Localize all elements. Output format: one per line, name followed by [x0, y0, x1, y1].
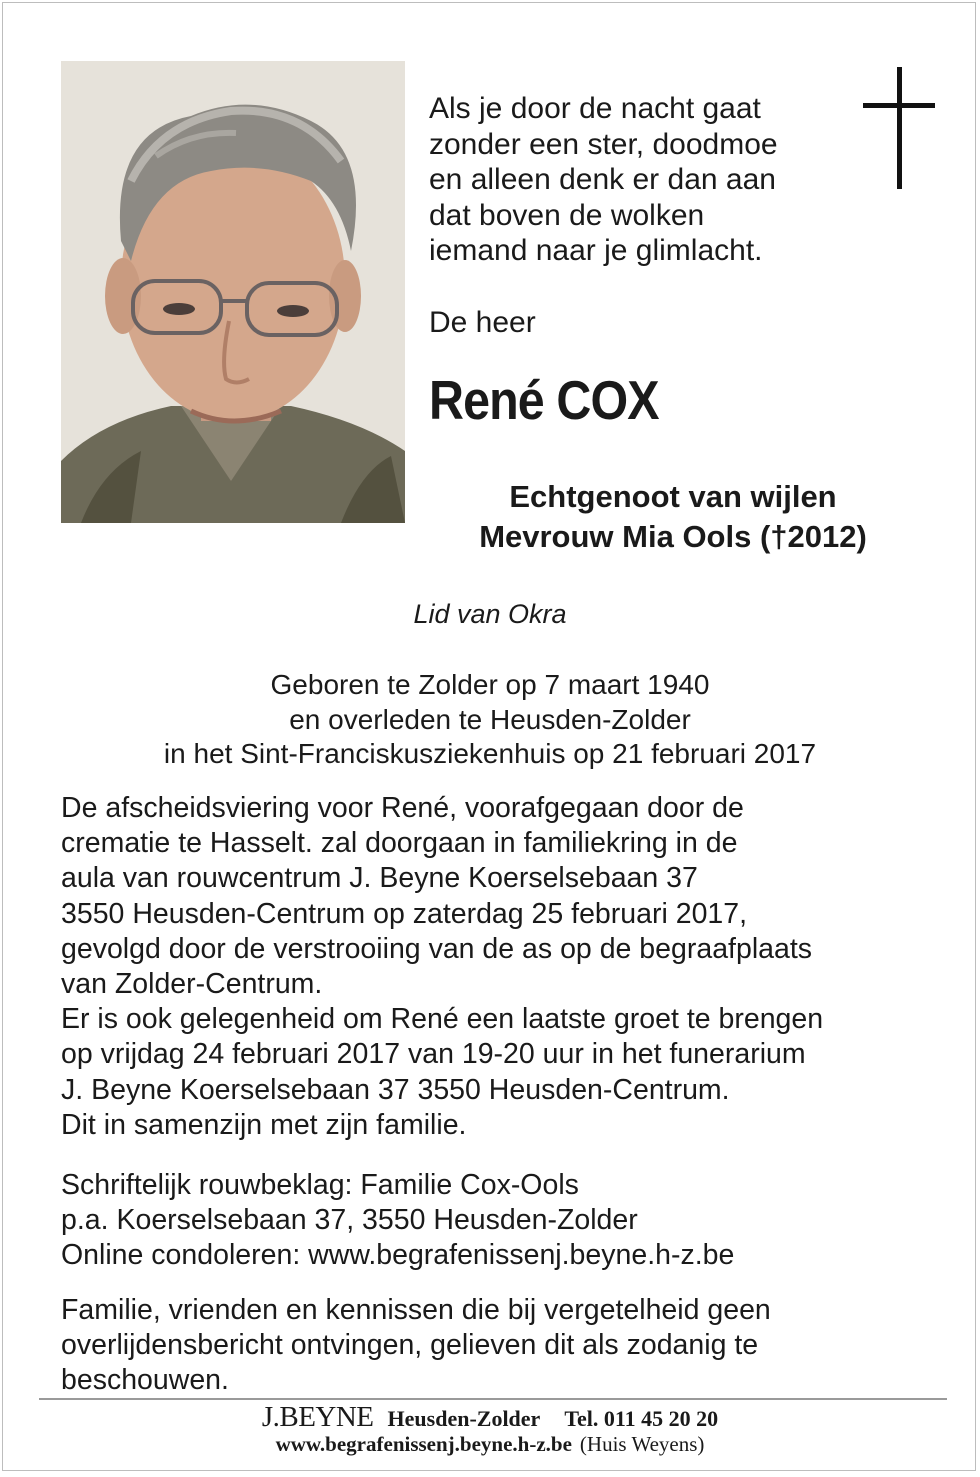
- ceremony-line: van Zolder-Centrum.: [61, 968, 323, 1001]
- footer-divider: [39, 1398, 947, 1400]
- ceremony-line: crematie te Hasselt. zal doorgaan in familiekring in de: [61, 827, 738, 860]
- memorial-poem: [429, 91, 849, 269]
- footer-web: [3, 1431, 977, 1457]
- poem-line: Als je door de nacht gaat: [429, 92, 761, 125]
- birth-death-line: in het Sint-Franciskusziekenhuis op 21 februari 2017: [163, 738, 817, 769]
- funeral-home-brand: J.BEYNE: [261, 1401, 374, 1433]
- spouse-info: [403, 477, 943, 557]
- notice-line: beschouwen.: [61, 1364, 229, 1397]
- birth-death-line: Geboren te Zolder op 7 maart 1940: [270, 669, 710, 700]
- spouse-line: Mevrouw Mia Ools (†2012): [479, 519, 867, 554]
- ceremony-line: aula van rouwcentrum J. Beyne Koerselsebaan 37: [61, 862, 698, 895]
- funeral-home-phone: Tel. 011 45 20 20: [564, 1406, 719, 1431]
- birth-death-line: en overleden te Heusden-Zolder: [289, 703, 691, 735]
- poem-line: dat boven de wolken: [429, 198, 705, 232]
- poem-line: en alleen denk er dan aan: [429, 163, 776, 196]
- notice-line: overlijdensbericht ontvingen, gelieven dit als zodanig te: [61, 1329, 759, 1362]
- ceremony-line: J. Beyne Koerselsebaan 37 3550 Heusden-Centrum.: [61, 1073, 730, 1106]
- notice-line: Familie, vrienden en kennissen die bij vergetelheid geen: [61, 1294, 771, 1326]
- funeral-home-note: (Huis Weyens): [579, 1432, 705, 1456]
- notice-paragraph: [61, 1293, 771, 1399]
- obituary-card: [2, 2, 976, 1471]
- condolences-line: Online condoleren: www.begrafenissenj.beyne.h-z.be: [61, 1239, 735, 1272]
- spouse-line: Echtgenoot van wijlen: [509, 479, 837, 514]
- funeral-home-location: Heusden-Zolder: [387, 1406, 541, 1431]
- ceremony-line: Er is ook gelegenheid om René een laatste groet te brengen: [61, 1003, 824, 1036]
- portrait-photo: [61, 61, 405, 523]
- footer-contact: [3, 1403, 977, 1433]
- ceremony-paragraph: [61, 791, 823, 1143]
- ceremony-line: Dit in samenzijn met zijn familie.: [61, 1108, 467, 1141]
- condolences-line: Schriftelijk rouwbeklag: Familie Cox-Ools: [61, 1169, 579, 1201]
- deceased-name: René COX: [429, 369, 659, 431]
- poem-line: iemand naar je glimlacht.: [429, 234, 763, 267]
- salutation: De heer: [429, 306, 536, 339]
- poem-line: zonder een ster, doodmoe: [429, 127, 778, 161]
- ceremony-line: gevolgd door de verstrooiing van de as op de begraafplaats: [61, 932, 813, 965]
- birth-death-info: [3, 668, 977, 772]
- funeral-home-website: www.begrafenissenj.beyne.h-z.be: [275, 1432, 572, 1456]
- membership: Lid van Okra: [413, 599, 567, 629]
- ceremony-line: 3550 Heusden-Centrum op zaterdag 25 februari 2017,: [61, 897, 748, 930]
- ceremony-line: De afscheidsviering voor René, voorafgegaan door de: [61, 792, 744, 824]
- condolences-line: p.a. Koerselsebaan 37, 3550 Heusden-Zolder: [61, 1204, 638, 1237]
- condolences-paragraph: [61, 1168, 734, 1274]
- ceremony-line: op vrijdag 24 februari 2017 van 19-20 uur in het funerarium: [61, 1038, 806, 1071]
- latin-cross-icon: [863, 67, 935, 189]
